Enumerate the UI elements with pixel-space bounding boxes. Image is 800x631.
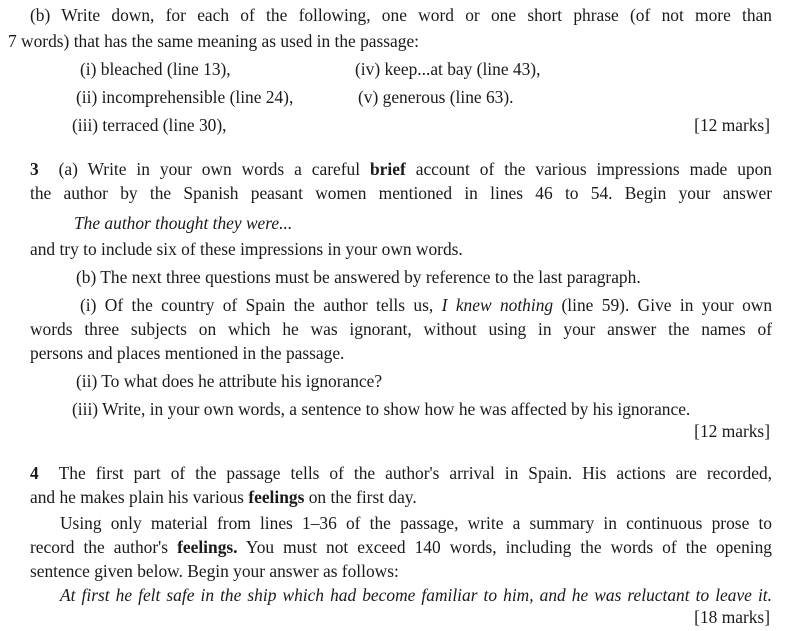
q4-p2-line-2 [30, 536, 772, 558]
q2b-line-2: 7 words) that has the same meaning as used in the passage: [8, 31, 419, 51]
q4-opening-text: At first he felt safe in the ship which had become familiar to him, and he was reluctant to leave it. [60, 585, 772, 605]
q2b-item-v: (v) generous (line 63). [358, 87, 514, 107]
q3a-text-post: account of the various impressions made upon [415, 159, 772, 179]
q3b-i-line-1 [80, 294, 772, 316]
q4-opening-sentence [60, 584, 772, 606]
q3a-line-2: the author by the Spanish peasant women mentioned in lines 46 to 54. Begin your answer [30, 183, 772, 203]
q3-number: 3 [30, 159, 39, 179]
q4-p2-line-2-post: You must not exceed 140 words, including the words of the opening [245, 537, 773, 557]
q3a-bold-brief: brief [370, 159, 406, 179]
q3a-starter [74, 212, 292, 234]
q3b-i-line-3: persons and places mentioned in the passage. [30, 343, 345, 363]
q4-bold-feelings: feelings [248, 487, 305, 507]
q4-p2-line-3: sentence given below. Begin your answer as follows: [30, 561, 399, 581]
q4-line-2 [30, 486, 417, 508]
q4-p2-line-2-pre: record the author's [30, 537, 169, 557]
q3b-i-post: (line 59). Give in your own [561, 295, 773, 315]
q4-line-2-pre: and he makes plain his various [30, 487, 244, 507]
q3-marks: [12 marks] [694, 421, 770, 441]
q3b-i-pre: (i) Of the country of Spain the author tells us, [80, 295, 434, 315]
q2b-line-1: (b) Write down, for each of the following, one word or one short phrase (of not more than [30, 5, 772, 25]
q4-number: 4 [30, 463, 39, 483]
q3a-line-1 [30, 158, 772, 180]
q4-line-1 [30, 462, 772, 484]
q3a-starter-text: The author thought they were... [74, 213, 293, 233]
q3b-i-line-2: words three subjects on which he was ignorant, without using in your answer the names of [30, 319, 772, 339]
q4-p2-line-1: Using only material from lines 1–36 of the passage, write a summary in continuous prose to [60, 513, 772, 533]
q3b-intro: (b) The next three questions must be answered by reference to the last paragraph. [76, 267, 641, 287]
q3a-text-pre: (a) Write in your own words a careful [58, 159, 361, 179]
q3b-i-quote: I knew nothing [441, 295, 554, 315]
q2b-item-ii: (ii) incomprehensible (line 24), [76, 87, 294, 107]
q3a-line-4: and try to include six of these impressions in your own words. [30, 239, 463, 259]
q2b-item-iv: (iv) keep...at bay (line 43), [355, 59, 541, 79]
q4-marks: [18 marks] [694, 607, 770, 627]
q2b-item-i: (i) bleached (line 13), [80, 59, 231, 79]
q2b-marks: [12 marks] [694, 115, 770, 135]
q4-line-1-text: The first part of the passage tells of the author's arrival in Spain. His actions are recorded, [58, 463, 772, 483]
q3b-ii: (ii) To what does he attribute his ignorance? [76, 371, 383, 391]
q4-p2-bold-feelings: feelings. [177, 537, 238, 557]
q2b-item-iii: (iii) terraced (line 30), [72, 115, 227, 135]
q4-line-2-post: on the first day. [308, 487, 417, 507]
q3b-iii: (iii) Write, in your own words, a sentence to show how he was affected by his ignorance. [72, 399, 691, 419]
